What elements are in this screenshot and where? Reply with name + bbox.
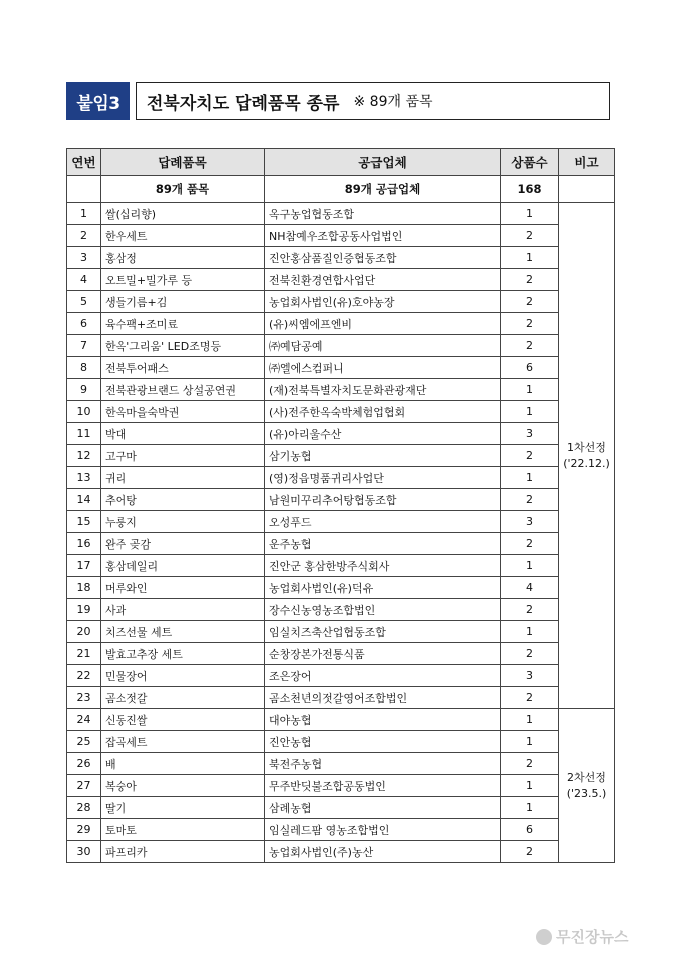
table-body	[67, 176, 615, 863]
table-row	[67, 533, 615, 555]
row-item: 추어탕	[101, 489, 265, 511]
row-supplier: 조은장어	[265, 665, 501, 687]
row-item: 누룽지	[101, 511, 265, 533]
row-number: 7	[67, 335, 101, 357]
table-row	[67, 445, 615, 467]
attachment-badge: 붙임3	[66, 82, 130, 120]
row-supplier: 운주농협	[265, 533, 501, 555]
row-item: 사과	[101, 599, 265, 621]
row-number: 19	[67, 599, 101, 621]
row-supplier: 남원미꾸리추어탕협동조합	[265, 489, 501, 511]
row-count: 6	[501, 819, 559, 841]
table-row	[67, 621, 615, 643]
row-item: 홍삼데일리	[101, 555, 265, 577]
row-count: 3	[501, 423, 559, 445]
row-number: 1	[67, 203, 101, 225]
row-count: 2	[501, 841, 559, 863]
table-row	[67, 511, 615, 533]
row-remark	[559, 203, 615, 709]
row-item: 신동진쌀	[101, 709, 265, 731]
table-row	[67, 467, 615, 489]
row-number: 8	[67, 357, 101, 379]
row-supplier: 진안홍삼품질인증협동조합	[265, 247, 501, 269]
row-count: 2	[501, 489, 559, 511]
row-number: 21	[67, 643, 101, 665]
row-item: 복숭아	[101, 775, 265, 797]
summary-supplier: 89개 공급업체	[265, 176, 501, 203]
gift-items-table	[66, 148, 615, 863]
row-number: 29	[67, 819, 101, 841]
row-number: 4	[67, 269, 101, 291]
table-row	[67, 599, 615, 621]
table-row	[67, 555, 615, 577]
row-count: 1	[501, 555, 559, 577]
row-count: 3	[501, 511, 559, 533]
title-box	[66, 82, 610, 120]
row-number: 30	[67, 841, 101, 863]
watermark-logo-icon	[536, 929, 552, 945]
row-count: 1	[501, 247, 559, 269]
row-supplier: (사)전주한옥숙박체험업협회	[265, 401, 501, 423]
summary-item: 89개 품목	[101, 176, 265, 203]
row-number: 20	[67, 621, 101, 643]
row-count: 1	[501, 467, 559, 489]
row-count: 2	[501, 643, 559, 665]
table-row	[67, 665, 615, 687]
row-supplier: NH참예우조합공동사업법인	[265, 225, 501, 247]
row-count: 2	[501, 599, 559, 621]
table-row	[67, 489, 615, 511]
row-item: 박대	[101, 423, 265, 445]
row-item: 머루와인	[101, 577, 265, 599]
row-number: 22	[67, 665, 101, 687]
row-supplier: 임실치즈축산업협동조합	[265, 621, 501, 643]
row-count: 2	[501, 269, 559, 291]
row-supplier: 삼기농협	[265, 445, 501, 467]
table-row	[67, 643, 615, 665]
row-number: 23	[67, 687, 101, 709]
row-item: 오트밀+밀가루 등	[101, 269, 265, 291]
page-title-box	[136, 82, 610, 120]
row-supplier: 임실레드팜 영농조합법인	[265, 819, 501, 841]
row-number: 11	[67, 423, 101, 445]
row-supplier: 장수신농영농조합법인	[265, 599, 501, 621]
watermark-text: 무진장뉴스	[556, 928, 629, 946]
row-count: 2	[501, 225, 559, 247]
table-row	[67, 841, 615, 863]
remark-round: 2차선정	[567, 770, 606, 784]
row-number: 28	[67, 797, 101, 819]
table-row	[67, 225, 615, 247]
row-item: 전북투어패스	[101, 357, 265, 379]
row-count: 2	[501, 291, 559, 313]
row-number: 9	[67, 379, 101, 401]
row-item: 딸기	[101, 797, 265, 819]
table-row	[67, 203, 615, 225]
column-header-remark: 비고	[559, 149, 615, 176]
table-row	[67, 401, 615, 423]
row-item: 홍삼정	[101, 247, 265, 269]
row-remark	[559, 709, 615, 863]
table-row	[67, 819, 615, 841]
row-item: 생들기름+김	[101, 291, 265, 313]
row-number: 25	[67, 731, 101, 753]
table-row	[67, 357, 615, 379]
row-item: 고구마	[101, 445, 265, 467]
table-row	[67, 753, 615, 775]
row-item: 발효고추장 세트	[101, 643, 265, 665]
row-supplier: ㈜예담공예	[265, 335, 501, 357]
row-supplier: ㈜엘에스컴퍼니	[265, 357, 501, 379]
row-item: 한옥'그리움' LED조명등	[101, 335, 265, 357]
row-item: 쌀(십리향)	[101, 203, 265, 225]
row-number: 10	[67, 401, 101, 423]
row-supplier: 곰소천년의젓갈영어조합법인	[265, 687, 501, 709]
table-row	[67, 313, 615, 335]
summary-blank	[67, 176, 101, 203]
row-count: 3	[501, 665, 559, 687]
row-count: 2	[501, 533, 559, 555]
row-item: 전북관광브랜드 상설공연권	[101, 379, 265, 401]
row-item: 토마토	[101, 819, 265, 841]
row-count: 1	[501, 401, 559, 423]
table-row	[67, 731, 615, 753]
row-count: 2	[501, 753, 559, 775]
table-row	[67, 291, 615, 313]
row-supplier: 삼례농협	[265, 797, 501, 819]
row-number: 15	[67, 511, 101, 533]
column-header-supplier: 공급업체	[265, 149, 501, 176]
row-number: 18	[67, 577, 101, 599]
row-count: 2	[501, 313, 559, 335]
watermark	[536, 926, 628, 947]
row-supplier: 오성푸드	[265, 511, 501, 533]
item-count-note: ※ 89개 품목	[353, 94, 433, 110]
row-supplier: 전북친환경연합사업단	[265, 269, 501, 291]
row-number: 12	[67, 445, 101, 467]
row-supplier: 농업회사법인(주)농산	[265, 841, 501, 863]
row-count: 1	[501, 709, 559, 731]
row-number: 2	[67, 225, 101, 247]
table-header-row	[67, 149, 615, 176]
row-count: 2	[501, 445, 559, 467]
row-supplier: 북전주농협	[265, 753, 501, 775]
row-supplier: (영)정읍명품귀리사업단	[265, 467, 501, 489]
column-header-no: 연번	[67, 149, 101, 176]
table-row	[67, 335, 615, 357]
row-count: 4	[501, 577, 559, 599]
row-item: 파프리카	[101, 841, 265, 863]
row-number: 6	[67, 313, 101, 335]
table-row	[67, 797, 615, 819]
row-item: 민물장어	[101, 665, 265, 687]
row-count: 1	[501, 797, 559, 819]
column-header-count: 상품수	[501, 149, 559, 176]
row-number: 24	[67, 709, 101, 731]
row-count: 1	[501, 731, 559, 753]
row-number: 27	[67, 775, 101, 797]
row-number: 14	[67, 489, 101, 511]
remark-round: 1차선정	[567, 440, 606, 454]
row-supplier: 옥구농업협동조합	[265, 203, 501, 225]
row-count: 6	[501, 357, 559, 379]
table-row	[67, 423, 615, 445]
row-count: 2	[501, 687, 559, 709]
row-number: 13	[67, 467, 101, 489]
remark-date: ('23.5.)	[566, 786, 607, 800]
summary-count: 168	[501, 176, 559, 203]
table-row	[67, 687, 615, 709]
table-row	[67, 269, 615, 291]
summary-row	[67, 176, 615, 203]
row-supplier: 무주반딧불조합공동법인	[265, 775, 501, 797]
row-supplier: 농업회사법인(유)덕유	[265, 577, 501, 599]
row-number: 5	[67, 291, 101, 313]
row-number: 3	[67, 247, 101, 269]
row-supplier: (유)씨엠에프엔비	[265, 313, 501, 335]
row-supplier: 대야농협	[265, 709, 501, 731]
row-supplier: 순창장본가전통식품	[265, 643, 501, 665]
row-count: 1	[501, 621, 559, 643]
column-header-item: 답례품목	[101, 149, 265, 176]
row-item: 한옥마을숙박권	[101, 401, 265, 423]
row-supplier: (재)전북특별자치도문화관광재단	[265, 379, 501, 401]
table-row	[67, 379, 615, 401]
row-item: 완주 곶감	[101, 533, 265, 555]
row-item: 한우세트	[101, 225, 265, 247]
row-supplier: 진안농협	[265, 731, 501, 753]
summary-remark-blank	[559, 176, 615, 203]
row-count: 1	[501, 203, 559, 225]
row-item: 잡곡세트	[101, 731, 265, 753]
table-row	[67, 709, 615, 731]
row-number: 26	[67, 753, 101, 775]
row-item: 귀리	[101, 467, 265, 489]
row-item: 배	[101, 753, 265, 775]
row-number: 16	[67, 533, 101, 555]
table-row	[67, 577, 615, 599]
row-item: 곰소젓갈	[101, 687, 265, 709]
row-item: 치즈선물 세트	[101, 621, 265, 643]
row-count: 1	[501, 775, 559, 797]
row-supplier: (유)아리울수산	[265, 423, 501, 445]
table-row	[67, 775, 615, 797]
row-count: 2	[501, 335, 559, 357]
row-supplier: 농업회사법인(유)호야농장	[265, 291, 501, 313]
page-title: 전북자치도 답례품목 종류	[147, 93, 340, 114]
row-supplier: 진안군 홍삼한방주식회사	[265, 555, 501, 577]
remark-date: ('22.12.)	[563, 456, 610, 470]
row-count: 1	[501, 379, 559, 401]
row-number: 17	[67, 555, 101, 577]
row-item: 육수팩+조미료	[101, 313, 265, 335]
table-row	[67, 247, 615, 269]
